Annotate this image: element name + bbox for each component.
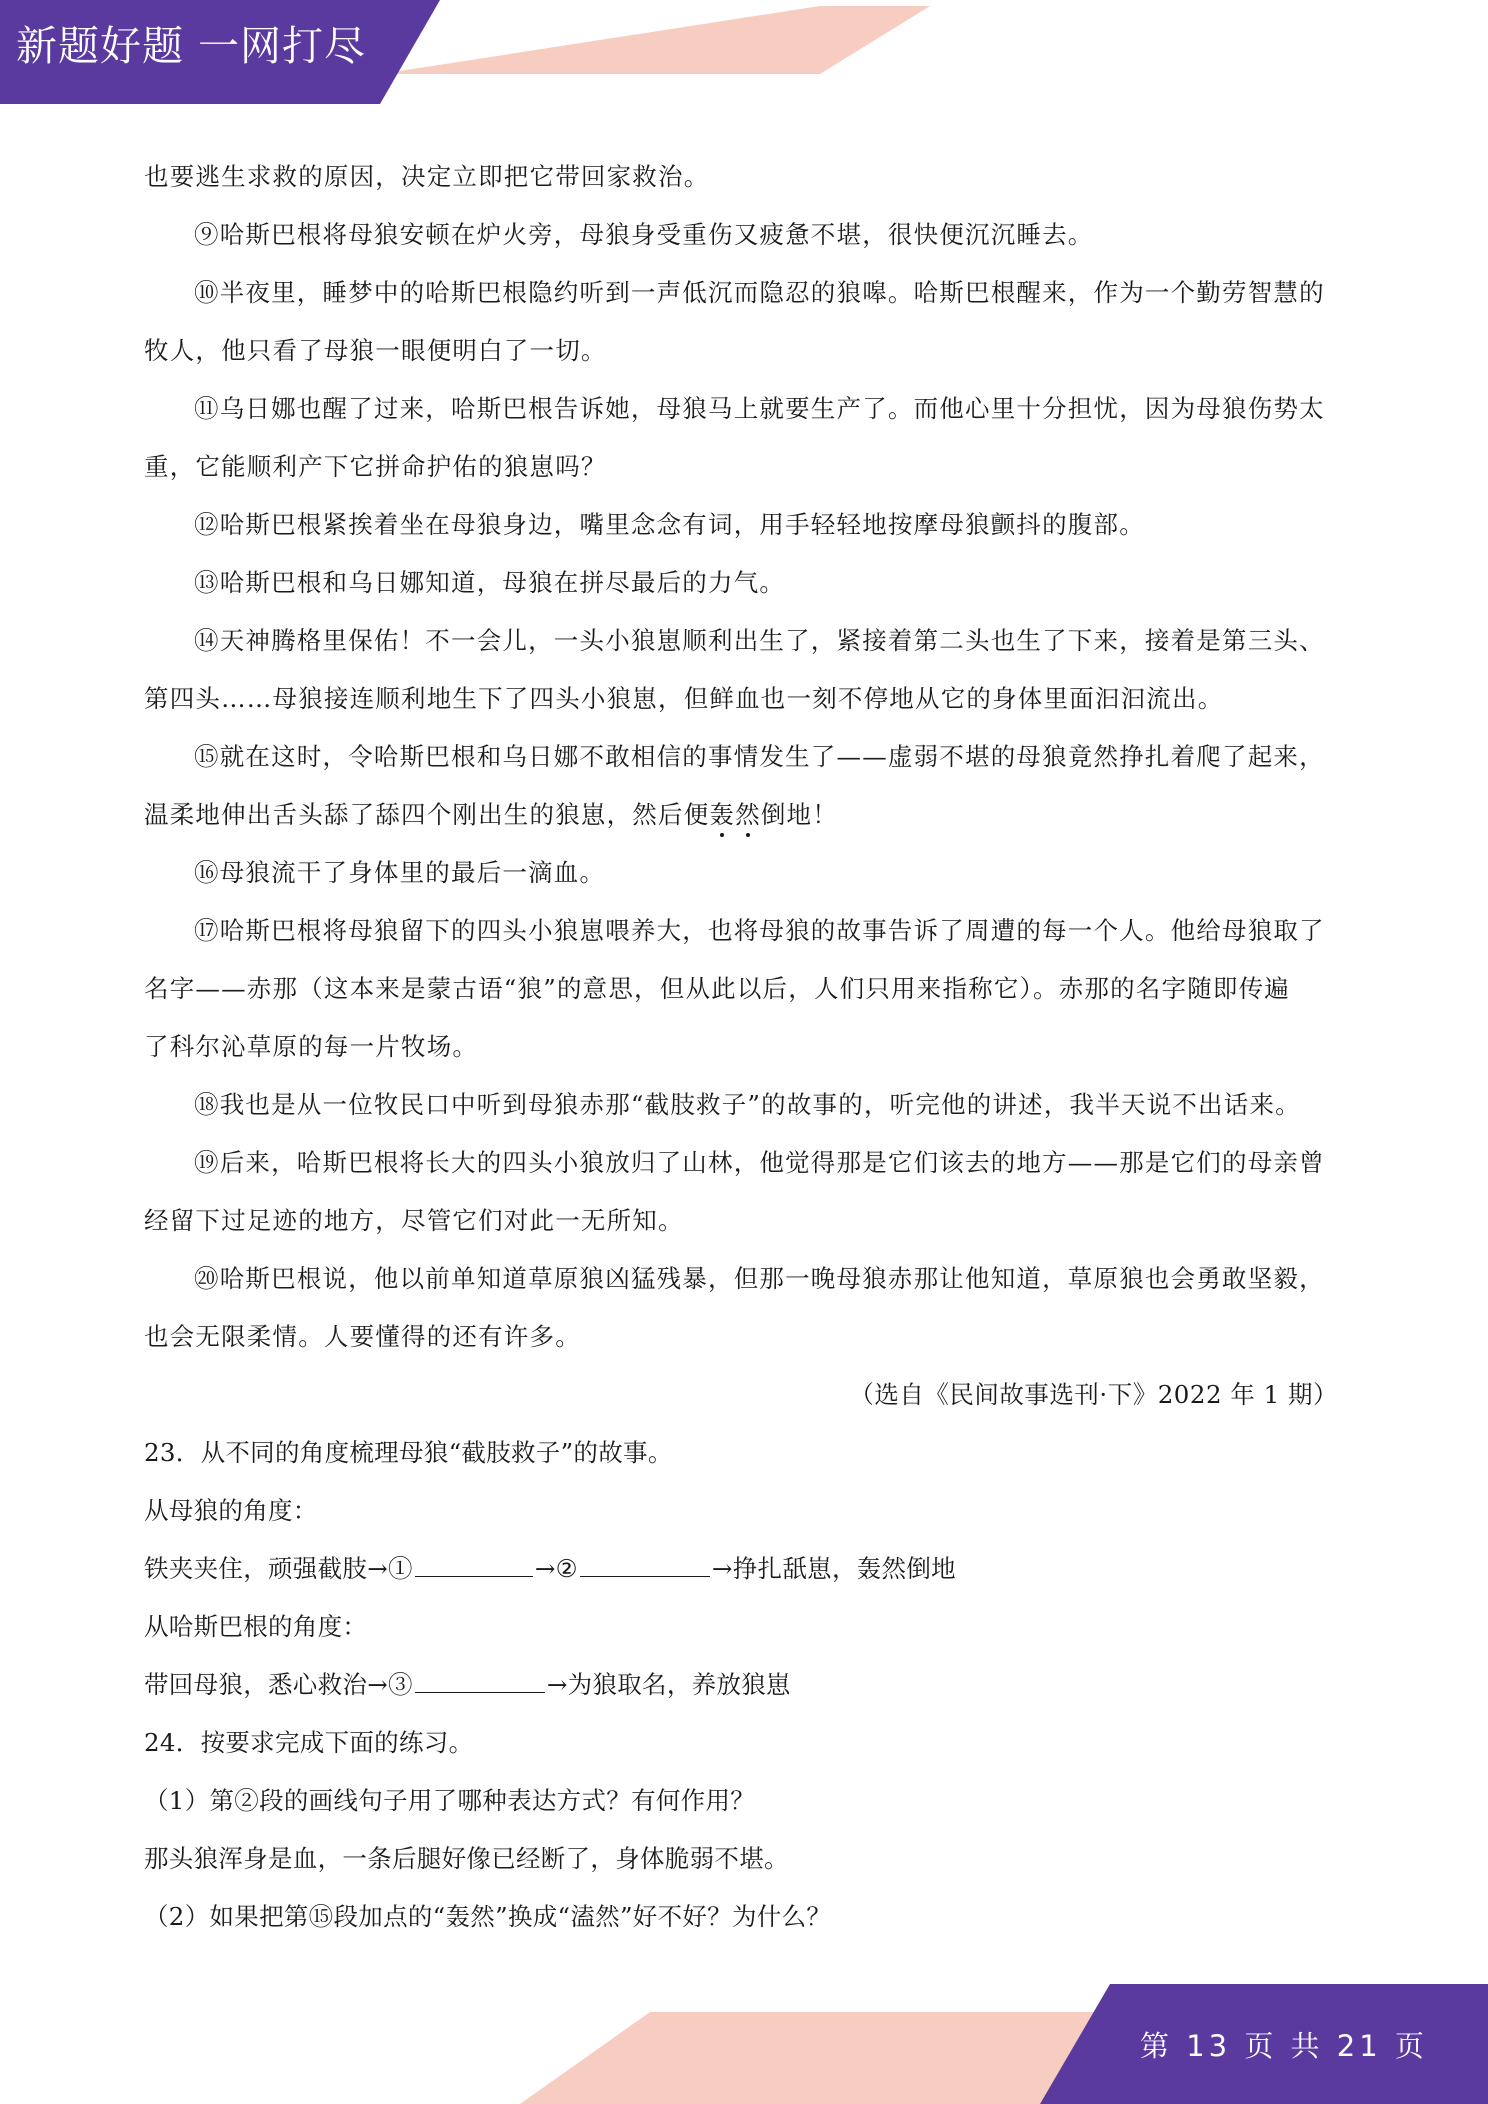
page-content [144, 148, 1344, 1946]
story-line: ⑫哈斯巴根紧挨着坐在母狼身边，嘴里念念有词，用手轻轻地按摩母狼颤抖的腹部。 [194, 510, 1145, 539]
story-line: ⑯母狼流干了身体里的最后一滴血。 [194, 858, 606, 887]
herder-chain-start: 带回母狼，悉心救治→③ [144, 1670, 413, 1699]
answer-blank-2[interactable] [580, 1554, 710, 1577]
story-line-text: 倒地！ [760, 800, 838, 829]
question-24-stem: 24．按要求完成下面的练习。 [144, 1728, 474, 1757]
story-line: ⑬哈斯巴根和乌日娜知道，母狼在拼尽最后的力气。 [194, 568, 786, 597]
wolf-chain-mid: →② [534, 1554, 578, 1583]
story-line: ⑩半夜里，睡梦中的哈斯巴根隐约听到一声低沉而隐忍的狼嗥。哈斯巴根醒来，作为一个勤劳智慧的 [194, 278, 1325, 307]
herder-chain-end: →为狼取名，养放狼崽 [546, 1670, 791, 1699]
story-line-text: 温柔地伸出舌头舔了舔四个刚出生的狼崽，然后便 [144, 800, 710, 829]
story-line: ⑪乌日娜也醒了过来，哈斯巴根告诉她，母狼马上就要生产了。而他心里十分担忧，因为母狼伤势太 [194, 394, 1325, 423]
question-24-quote: 那头狼浑身是血，一条后腿好像已经断了，身体脆弱不堪。 [144, 1844, 789, 1873]
question-23-herder-chain [144, 1656, 1344, 1714]
story-line: 牧人，他只看了母狼一眼便明白了一切。 [144, 336, 607, 365]
wolf-chain-start: 铁夹夹住，顽强截肢→① [144, 1554, 413, 1583]
question-23-wolf-label: 从母狼的角度： [144, 1496, 318, 1525]
dotted-emphasis [709, 800, 760, 829]
footer-peach-stripe [520, 2012, 1130, 2104]
story-line: 经留下过足迹的地方，尽管它们对此一无所知。 [144, 1206, 684, 1235]
answer-blank-3[interactable] [415, 1670, 545, 1693]
story-line: ⑮就在这时，令哈斯巴根和乌日娜不敢相信的事情发生了——虚弱不堪的母狼竟然挣扎着爬了起来， [194, 742, 1325, 771]
header-title: 新题好题 一网打尽 [16, 22, 367, 70]
question-24-part-1: （1）第②段的画线句子用了哪种表达方式？有何作用？ [144, 1786, 756, 1815]
question-23-wolf-chain [144, 1540, 1344, 1598]
dotted-char: 然 [735, 800, 761, 829]
question-24-part-2: （2）如果把第⑮段加点的“轰然”换成“溘然”好不好？为什么？ [144, 1902, 832, 1931]
wolf-chain-end: →挣扎舐崽，轰然倒地 [711, 1554, 956, 1583]
story-text [144, 148, 1344, 1366]
story-line: 重，它能顺利产下它拼命护佑的狼崽吗？ [144, 452, 607, 481]
story-line: 也会无限柔情。人要懂得的还有许多。 [144, 1322, 581, 1351]
story-line: ⑳哈斯巴根说，他以前单知道草原狼凶猛残暴，但那一晚母狼赤那让他知道，草原狼也会勇敢坚毅， [194, 1264, 1325, 1293]
story-line: 第四头……母狼接连顺利地生下了四头小狼崽，但鲜血也一刻不停地从它的身体里面汩汩流出。 [144, 684, 1224, 713]
story-line: ⑭天神腾格里保佑！不一会儿，一头小狼崽顺利出生了，紧接着第二头也生了下来，接着是第三头、 [194, 626, 1325, 655]
source-citation: （选自《民间故事选刊·下》2022 年 1 期） [849, 1380, 1338, 1409]
question-23-stem: 23．从不同的角度梳理母狼“截肢救子”的故事。 [144, 1438, 673, 1467]
story-line: 了科尔沁草原的每一片牧场。 [144, 1032, 479, 1061]
question-23-herder-label: 从哈斯巴根的角度： [144, 1612, 368, 1641]
header-peach-stripe [380, 6, 930, 74]
story-line: ⑱我也是从一位牧民口中听到母狼赤那“截肢救子”的故事的，听完他的讲述，我半天说不出话来。 [194, 1090, 1301, 1119]
story-line: 也要逃生求救的原因，决定立即把它带回家救治。 [144, 162, 710, 191]
page-number: 第 13 页 共 21 页 [1140, 2029, 1428, 2063]
answer-blank-1[interactable] [415, 1554, 533, 1577]
story-line: ⑲后来，哈斯巴根将长大的四头小狼放归了山林，他觉得那是它们该去的地方——那是它们的母亲曾 [194, 1148, 1325, 1177]
dotted-char: 轰 [709, 800, 736, 829]
story-line: ⑨哈斯巴根将母狼安顿在炉火旁，母狼身受重伤又疲惫不堪，很快便沉沉睡去。 [194, 220, 1094, 249]
story-line: ⑰哈斯巴根将母狼留下的四头小狼崽喂养大，也将母狼的故事告诉了周遭的每一个人。他给母狼取了 [194, 916, 1325, 945]
story-line: 名字——赤那（这本来是蒙古语“狼”的意思，但从此以后，人们只用来指称它）。赤那的名字随即传遍 [144, 974, 1290, 1003]
story-line [144, 786, 1344, 844]
